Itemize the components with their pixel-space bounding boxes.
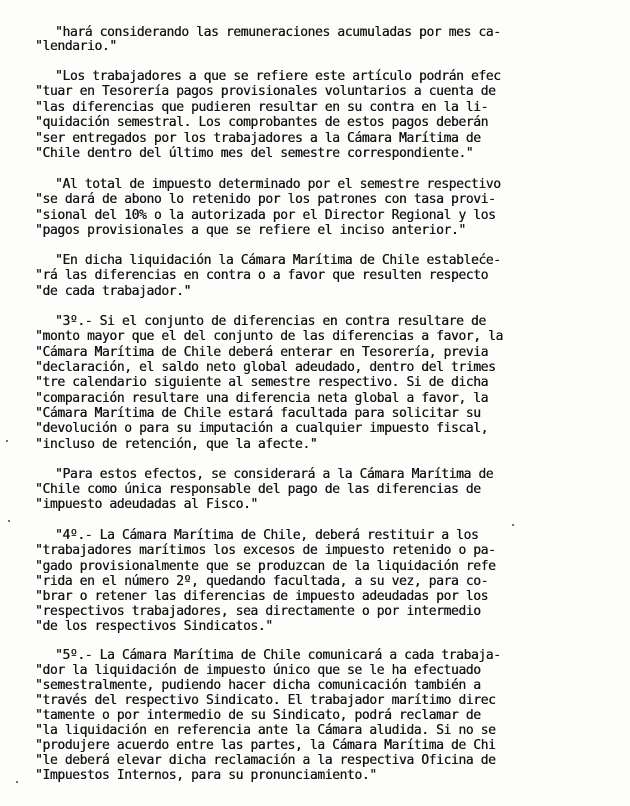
text-line: "tamente o por intermedio de su Sindicato, podrá reclamar de: [35, 708, 481, 723]
text-line: "Cámara Marítima de Chile estará facultada para solicitar su: [35, 406, 481, 421]
text-line: "de cada trabajador.": [35, 284, 191, 299]
text-line: "le deberá elevar dicha reclamación a la respectiva Oficina de: [35, 753, 496, 768]
text-line: "tuar en Tesorería pagos provisionales voluntarios a cuenta de: [35, 84, 496, 99]
text-line: "comparación resultare una diferencia neta global a favor, la: [35, 391, 489, 406]
text-line: "brar o retener las diferencias de impuesto adeudadas por los: [35, 589, 489, 604]
text-line: "hará considerando las remuneraciones acumuladas por mes ca-: [55, 25, 501, 40]
text-line: "Cámara Marítima de Chile deberá enterar en Tesorería, previa: [35, 345, 489, 360]
text-line: "quidación semestral. Los comprobantes de estos pagos deberán: [35, 115, 489, 130]
text-line: "incluso de retención, que la afecte.": [35, 437, 318, 452]
text-line: "Los trabajadores a que se refiere este artículo podrán efec: [55, 69, 501, 84]
text-line: "trabajadores marítimos los excesos de impuesto retenido o pa-: [35, 543, 496, 558]
text-line: "impuesto adeudadas al Fisco.": [35, 497, 258, 512]
text-line: "Para estos efectos, se considerará a la Cámara Marítima de: [55, 467, 494, 482]
text-line: "devolución o para su imputación a cualquier impuesto fiscal,: [35, 421, 489, 436]
text-line: "produjere acuerdo entre las partes, la Cámara Marítima de Chi: [35, 738, 496, 753]
text-line: "rida en el número 2º, quedando facultada, a su vez, para co-: [35, 574, 489, 589]
text-line: "ser entregados por los trabajadores a la Cámara Marítima de: [35, 131, 481, 146]
text-line: "4º.- La Cámara Marítima de Chile, deberá restituir a los: [55, 528, 479, 543]
scan-speck: [16, 781, 18, 783]
text-line: "Chile dentro del último mes del semestre correspondiente.": [35, 146, 474, 161]
text-line: "declaración, el saldo neto global adeudado, dentro del trimes: [35, 360, 496, 375]
text-line: "sional del 10% o la autorizada por el Director Regional y los: [35, 208, 496, 223]
text-line: "Chile como única responsable del pago de las diferencias de: [35, 482, 481, 497]
text-line: "se dará de abono lo retenido por los patrones con tasa provi-: [35, 192, 496, 207]
text-line: "semestralmente, pudiendo hacer dicha comunicación también a: [35, 678, 481, 693]
text-line: "Impuestos Internos, para su pronunciamiento.": [35, 768, 377, 783]
scan-speck: [6, 440, 8, 442]
text-line: "pagos provisionales a que se refiere el inciso anterior.": [35, 223, 466, 238]
text-line: "En dicha liquidación la Cámara Marítima de Chile estableće-: [55, 253, 501, 268]
text-line: "3º.- Si el conjunto de diferencias en contra resultare de: [55, 314, 486, 329]
text-line: "rá las diferencias en contra o a favor que resulten respecto: [35, 268, 489, 283]
text-line: "5º.- La Cámara Marítima de Chile comunicará a cada trabaja-: [55, 648, 501, 663]
text-line: "las diferencias que pudieren resultar en su contra en la li-: [35, 100, 489, 115]
text-line: "través del respectivo Sindicato. El trabajador marítimo direc: [35, 693, 496, 708]
scan-speck: [8, 520, 10, 522]
text-line: "de los respectivos Sindicatos.": [35, 619, 273, 634]
text-line: "dor la liquidación de impuesto único que se le ha efectuado: [35, 663, 481, 678]
text-line: "lendario.": [35, 39, 117, 54]
text-line: "tre calendario siguiente al semestre respectivo. Si de dicha: [35, 375, 489, 390]
scan-speck: [512, 524, 514, 526]
text-line: "la liquidación en referencia ante la Cámara aludida. Si no se: [35, 723, 496, 738]
text-line: "monto mayor que el del conjunto de las diferencias a favor, la: [35, 329, 503, 344]
text-line: "gado provisionalmente que se produzcan de la liquidación refe: [35, 559, 496, 574]
text-line: "Al total de impuesto determinado por el semestre respectivo: [55, 177, 501, 192]
text-line: "respectivos trabajadores, sea directamente o por intermedio: [35, 604, 481, 619]
